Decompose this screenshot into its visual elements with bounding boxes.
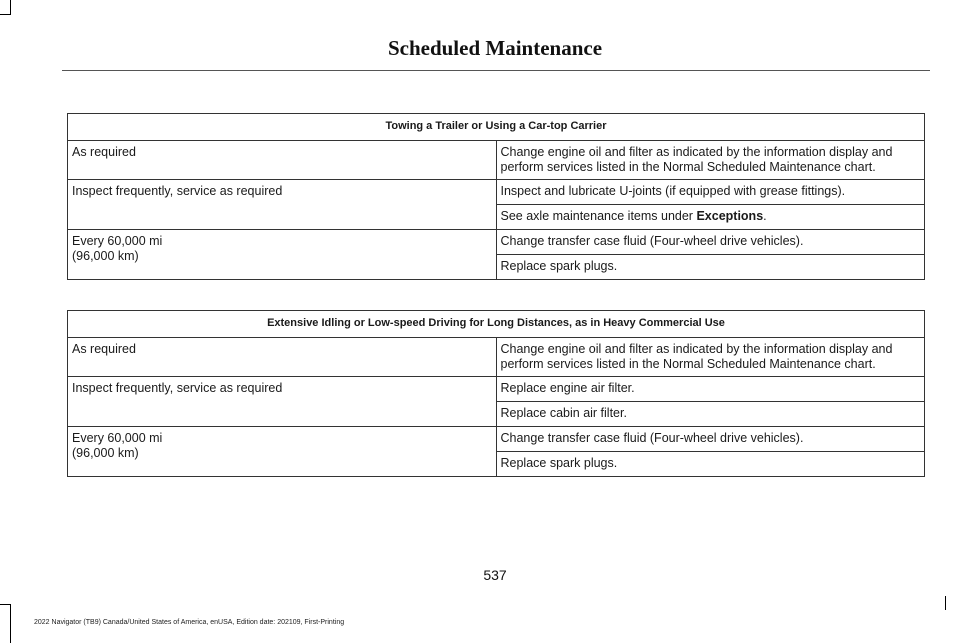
- table-title: Towing a Trailer or Using a Car-top Carrier: [68, 114, 925, 141]
- service-cell: Replace spark plugs.: [496, 452, 925, 477]
- title-divider: [62, 70, 930, 71]
- interval-cell: [68, 230, 497, 280]
- interval-cell: [68, 427, 497, 477]
- idling-maintenance-table: [67, 310, 925, 477]
- exceptions-reference: Exceptions: [696, 209, 764, 223]
- crop-mark-bottom-right-v: [945, 596, 946, 610]
- table-row: [68, 427, 925, 452]
- interval-cell: Inspect frequently, service as required: [68, 377, 497, 427]
- table-row: [68, 338, 925, 377]
- service-text-end: .: [763, 209, 767, 223]
- interval-miles: Every 60,000 mi: [72, 234, 163, 248]
- crop-mark-bottom-left-h: [0, 604, 11, 605]
- service-cell: Replace engine air filter.: [496, 377, 925, 402]
- interval-cell: As required: [68, 141, 497, 180]
- table-row: [68, 377, 925, 402]
- footer-edition-info: 2022 Navigator (TB9) Canada/United States of America, enUSA, Edition date: 202109, First-Printing: [34, 619, 345, 626]
- interval-cell: As required: [68, 338, 497, 377]
- service-cell: Replace cabin air filter.: [496, 402, 925, 427]
- service-cell: Change transfer case fluid (Four-wheel drive vehicles).: [496, 427, 925, 452]
- service-cell: Change engine oil and filter as indicated by the information display and perform services listed in the Normal Scheduled Maintenance chart.: [496, 141, 925, 180]
- service-cell: Change transfer case fluid (Four-wheel drive vehicles).: [496, 230, 925, 255]
- table-row: [68, 180, 925, 205]
- interval-km: (96,000 km): [72, 249, 139, 263]
- crop-mark-bottom-left-v: [10, 604, 11, 643]
- towing-maintenance-table: [67, 113, 925, 280]
- page-title: Scheduled Maintenance: [387, 36, 603, 60]
- table-title: Extensive Idling or Low-speed Driving for Long Distances, as in Heavy Commercial Use: [68, 311, 925, 338]
- service-cell: Change engine oil and filter as indicated by the information display and perform services listed in the Normal Scheduled Maintenance chart.: [496, 338, 925, 377]
- interval-km: (96,000 km): [72, 446, 139, 460]
- service-cell: [496, 205, 925, 230]
- service-cell: Inspect and lubricate U-joints (if equipped with grease fittings).: [496, 180, 925, 205]
- crop-mark-top-left-h: [0, 14, 11, 15]
- page-number: 537: [483, 567, 507, 583]
- interval-miles: Every 60,000 mi: [72, 431, 163, 445]
- service-text: See axle maintenance items under: [500, 209, 697, 223]
- crop-mark-top-left-v: [10, 0, 11, 14]
- table-row: [68, 230, 925, 255]
- table-row: [68, 141, 925, 180]
- interval-cell: Inspect frequently, service as required: [68, 180, 497, 230]
- service-cell: Replace spark plugs.: [496, 255, 925, 280]
